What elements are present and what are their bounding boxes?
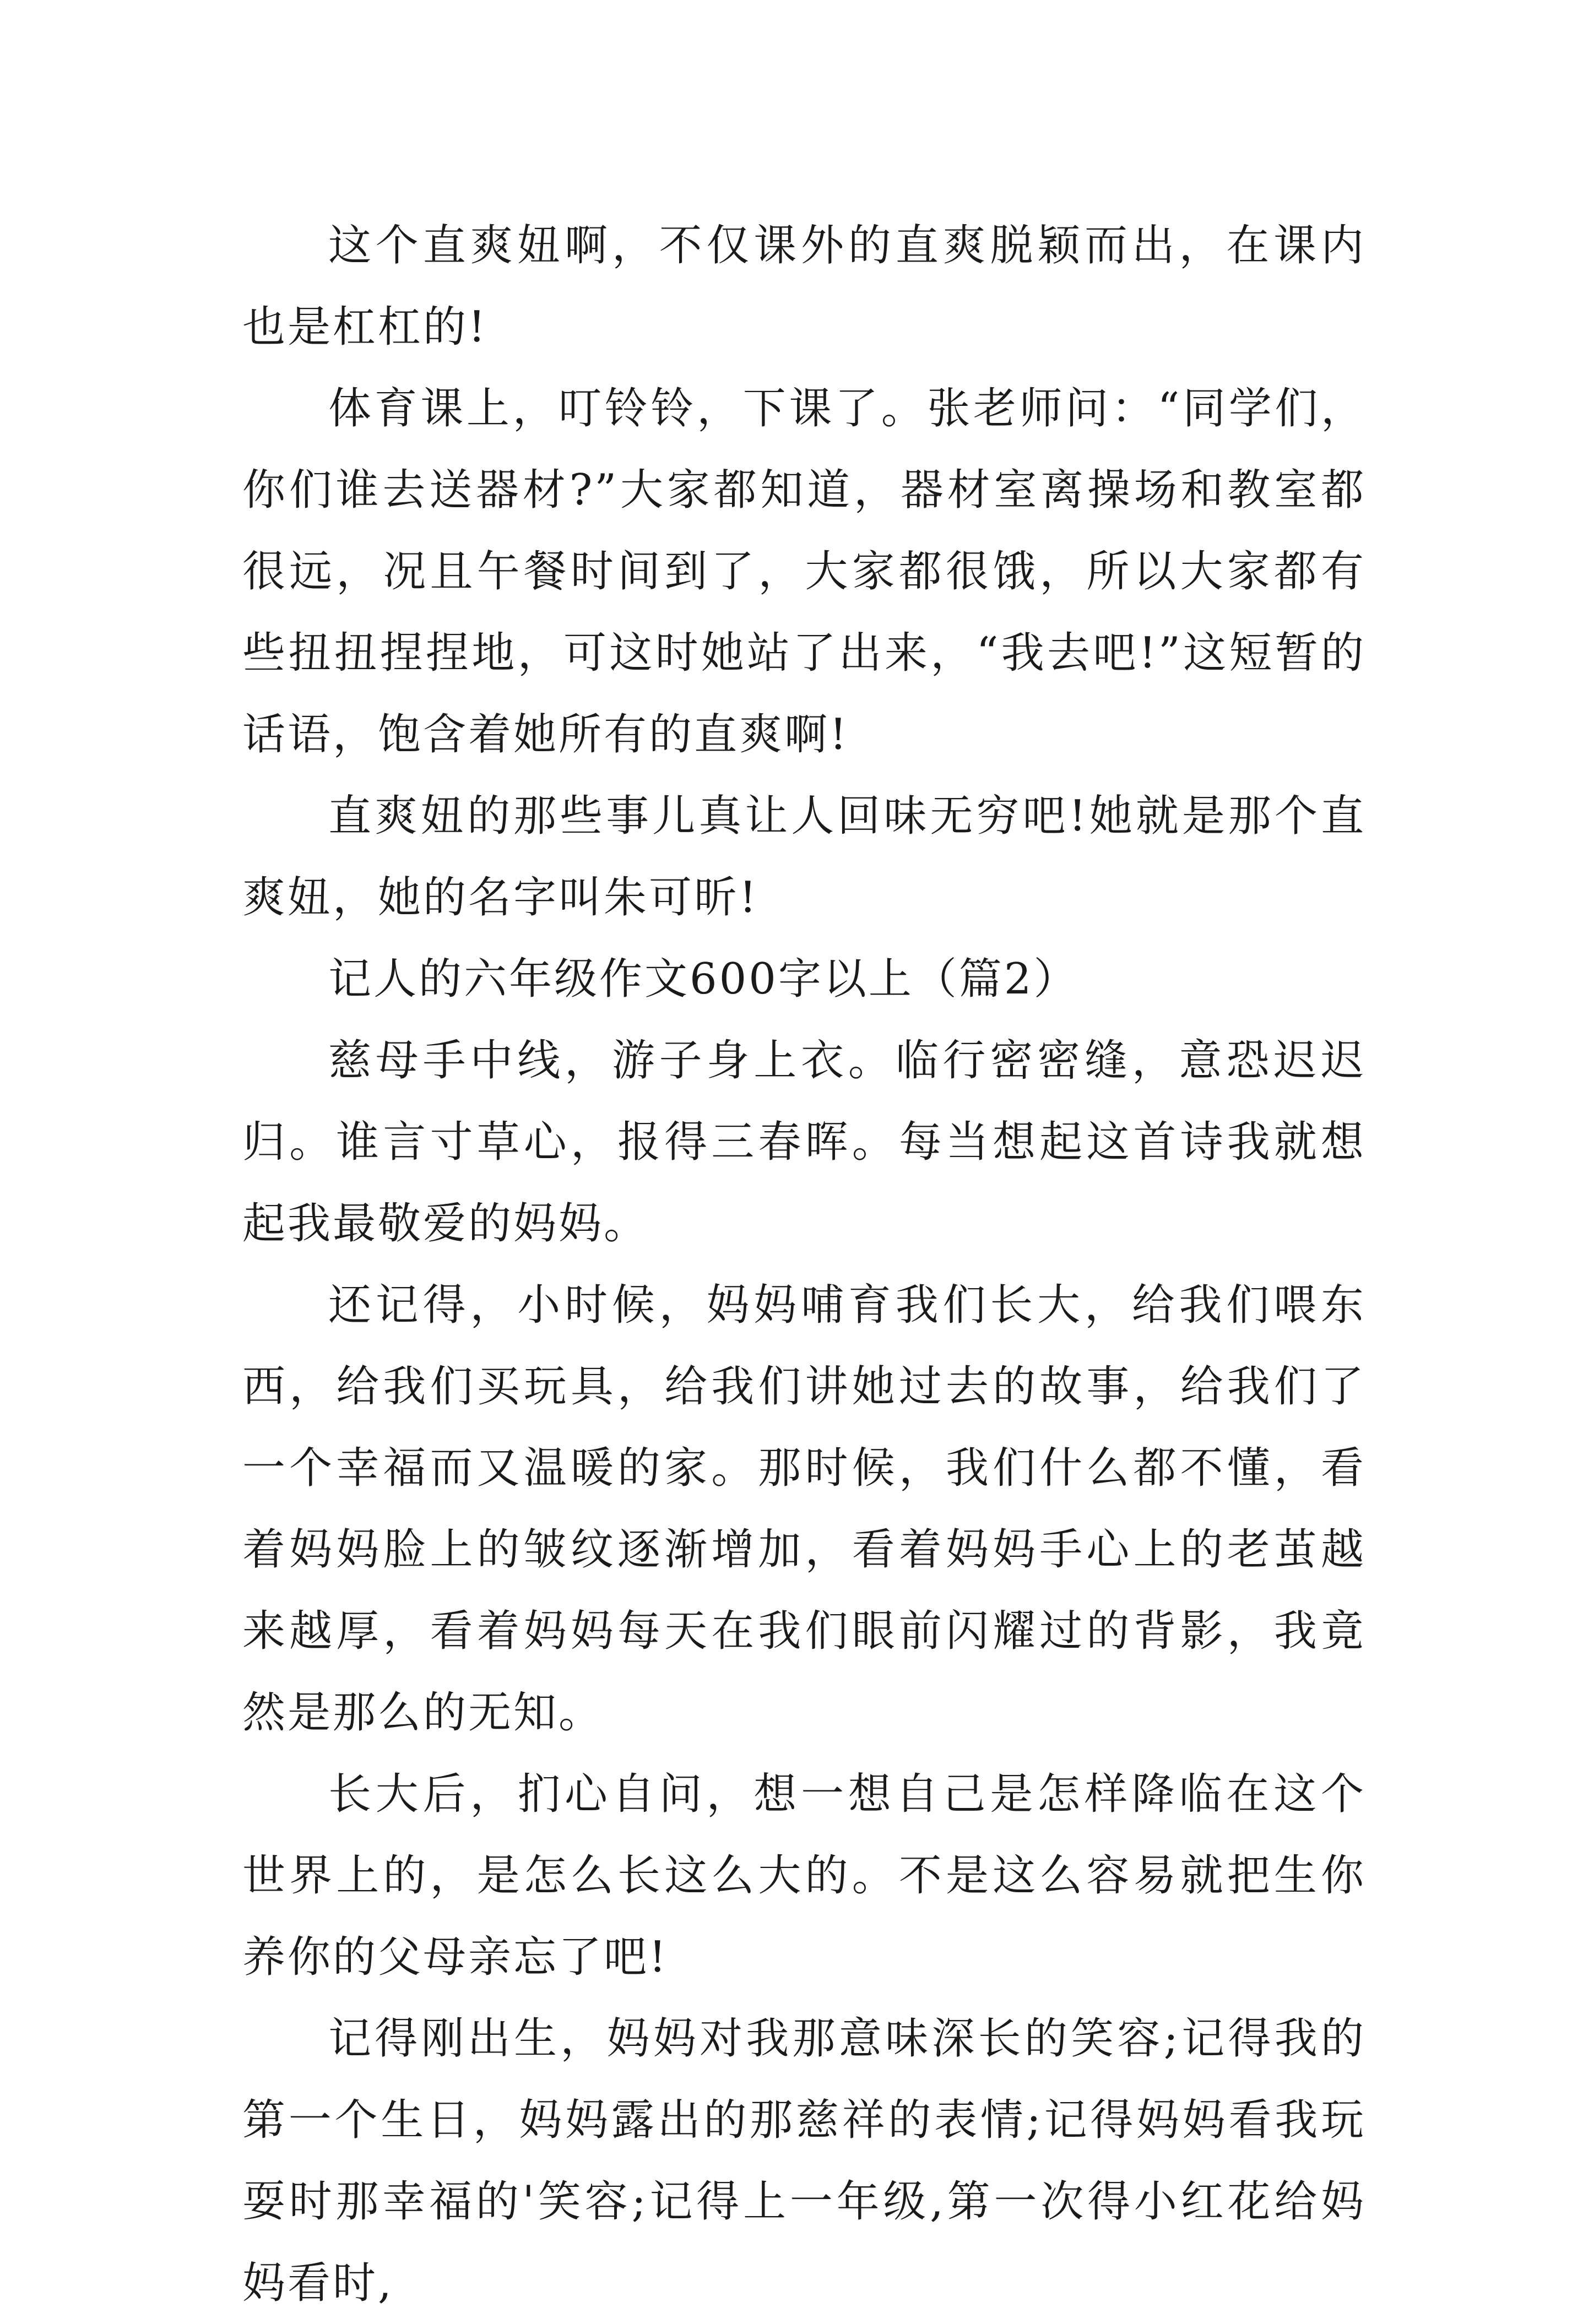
paragraph-7: 记得刚出生，妈妈对我那意味深长的笑容;记得我的第一个生日，妈妈露出的那慈祥的表情;记得妈妈看我玩耍时那幸福的'笑容;记得上一年级,第一次得小红花给妈妈看时, bbox=[242, 2014, 1366, 2308]
article-body bbox=[242, 205, 1366, 2324]
paragraph-6: 长大后，扪心自问，想一想自己是怎样降临在这个世界上的，是怎么长这么大的。不是这么容易就把生你养你的父母亲忘了吧! bbox=[242, 1769, 1366, 1982]
paragraph-1: 这个直爽妞啊，不仅课外的直爽脱颖而出，在课内也是杠杠的! bbox=[242, 221, 1366, 352]
paragraph-3: 直爽妞的那些事儿真让人回味无穷吧!她就是那个直爽妞，她的名字叫朱可昕! bbox=[242, 791, 1366, 922]
paragraph-4: 慈母手中线，游子身上衣。临行密密缝，意恐迟迟归。谁言寸草心，报得三春晖。每当想起这首诗我就想起我最敬爱的妈妈。 bbox=[242, 1036, 1366, 1248]
paragraph-5: 还记得，小时候，妈妈哺育我们长大，给我们喂东西，给我们买玩具，给我们讲她过去的故事，给我们了一个幸福而又温暖的家。那时候，我们什么都不懂，看着妈妈脸上的皱纹逐渐增加，看着妈妈手心上的老茧越来越厚，看着妈妈每天在我们眼前闪耀过的背影，我竟然是那么的无知。 bbox=[242, 1280, 1366, 1737]
section-heading: 记人的六年级作文600字以上（篇2） bbox=[328, 954, 1079, 1004]
paragraph-2: 体育课上，叮铃铃，下课了。张老师问：“同学们，你们谁去送器材?”大家都知道，器材室离操场和教室都很远，况且午餐时间到了，大家都很饿，所以大家都有些扭扭捏捏地，可这时她站了出来，“我去吧!”这短暂的话语，饱含着她所有的直爽啊! bbox=[242, 384, 1366, 759]
